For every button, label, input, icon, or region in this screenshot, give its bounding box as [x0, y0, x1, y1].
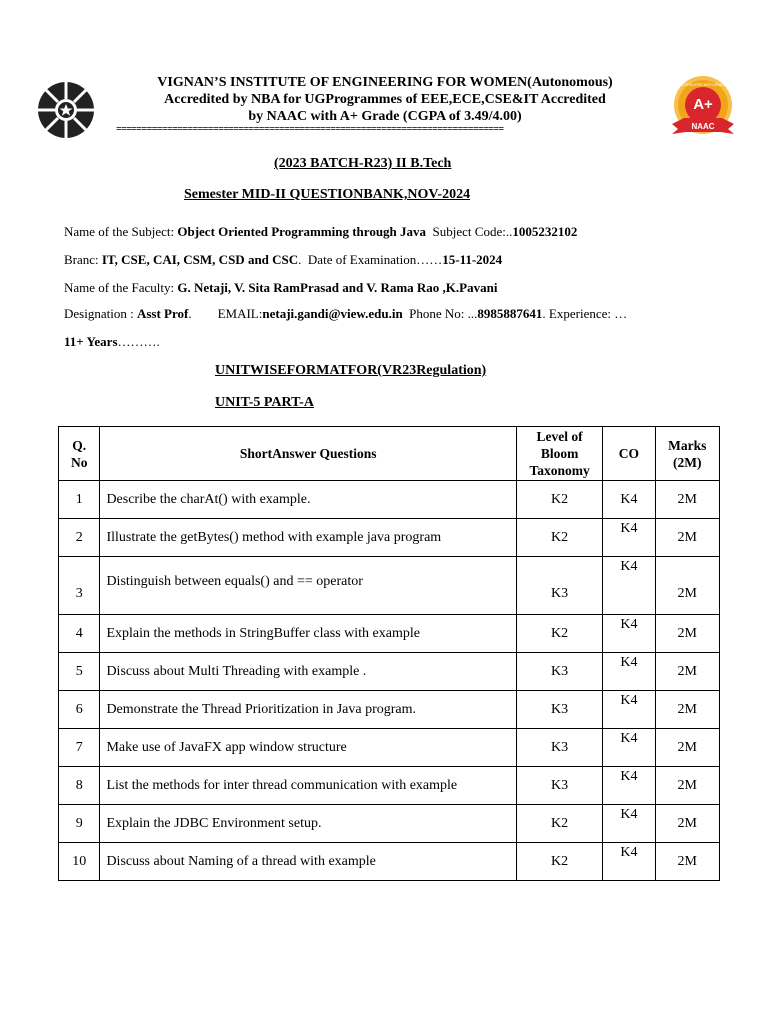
table-row: 2 Illustrate the getBytes() method with example java program K2 K4 2M: [59, 519, 720, 557]
table-row: 9 Explain the JDBC Environment setup. K2 K4 2M: [59, 805, 720, 843]
naac-a-plus-badge-icon: [664, 74, 742, 144]
table-row: 5 Discuss about Multi Threading with example . K3 K4 2M: [59, 653, 720, 691]
designation-line: Designation : Asst Prof. EMAIL:netaji.gandi@view.edu.in Phone No: ...8985887641. Experience: …: [64, 306, 628, 321]
table-row: 1 Describe the charAt() with example. K2 K4 2M: [59, 481, 720, 519]
qno-header: Q. No: [59, 427, 100, 481]
subject-code: 1005232102: [512, 224, 578, 239]
question-text: Distinguish between equals() and == operator: [100, 557, 516, 615]
faculty-line: Name of the Faculty: G. Netaji, V. Sita RamPrasad and V. Rama Rao ,K.Pavani: [64, 280, 498, 295]
badge-label: NAAC: [691, 122, 715, 131]
table-header-row: [59, 427, 720, 481]
accreditation-line: Accredited by NBA for UGProgrammes of EEE,ECE,CSE&IT Accredited: [164, 92, 606, 107]
exam-date: 15-11-2024: [442, 252, 503, 267]
table-row: 8 List the methods for inter thread communication with example K3 K4 2M: [59, 767, 720, 805]
naac-grade-line: by NAAC with A+ Grade (CGPA of 3.49/4.00): [248, 109, 522, 124]
question-text: Discuss about Multi Threading with example .: [100, 653, 516, 691]
question-text: Make use of JavaFX app window structure: [100, 729, 516, 767]
question-text: Illustrate the getBytes() method with example java program: [100, 519, 516, 557]
question-text: Demonstrate the Thread Prioritization in Java program.: [100, 691, 516, 729]
institute-header: [110, 74, 660, 125]
subject-name: Object Oriented Programming through Java: [177, 224, 427, 239]
branch-list: IT, CSE, CAI, CSM, CSD and CSC: [101, 252, 299, 267]
table-row: 7 Make use of JavaFX app window structure K3 K4 2M: [59, 729, 720, 767]
question-text: List the methods for inter thread communication with example: [100, 767, 516, 805]
question-text: Describe the charAt() with example.: [100, 481, 516, 519]
bloom-header: Level of Bloom Taxonomy: [516, 427, 602, 481]
table-row: 10 Discuss about Naming of a thread with example K2 K4 2M: [59, 843, 720, 881]
table-row: 4 Explain the methods in StringBuffer class with example K2 K4 2M: [59, 615, 720, 653]
phone: 8985887641: [477, 306, 543, 321]
semester-title: Semester MID-II QUESTIONBANK,NOV-2024: [184, 187, 471, 202]
marks-header: Marks (2M): [655, 427, 719, 481]
badge-ring-text: ACCREDITED WITH GRADE: [679, 83, 727, 87]
question-table: [58, 426, 720, 881]
badge-grade: A+: [693, 96, 713, 113]
table-row: 3 Distinguish between equals() and == operator K3 K4 2M: [59, 557, 720, 615]
branch-line: Branc: IT, CSE, CAI, CSM, CSD and CSC. Date of Examination……15-11-2024: [64, 252, 503, 267]
institute-name: VIGNAN’S INSTITUTE OF ENGINEERING FOR WOMEN(Autonomous): [157, 75, 613, 90]
college-emblem-icon: [36, 80, 96, 140]
batch-title: (2023 BATCH-R23) II B.Tech: [274, 156, 452, 171]
experience: 11+ Years: [64, 334, 118, 349]
table-row: 6 Demonstrate the Thread Prioritization in Java program. K3 K4 2M: [59, 691, 720, 729]
question-header: ShortAnswer Questions: [100, 427, 516, 481]
co-header: CO: [603, 427, 655, 481]
email: netaji.gandi@view.edu.in: [262, 306, 403, 321]
experience-line: 11+ Years……….: [64, 334, 160, 349]
header-divider: ============================================================================: [116, 124, 504, 135]
unit-heading: UNIT-5 PART-A: [215, 395, 314, 410]
question-text: Explain the methods in StringBuffer class with example: [100, 615, 516, 653]
designation: Asst Prof: [136, 306, 189, 321]
subject-line: Name of the Subject: Object Oriented Programming through Java Subject Code:..1005232102: [64, 224, 578, 239]
question-text: Discuss about Naming of a thread with example: [100, 843, 516, 881]
faculty-names: G. Netaji, V. Sita RamPrasad and V. Rama Rao ,K.Pavani: [177, 280, 498, 295]
question-text: Explain the JDBC Environment setup.: [100, 805, 516, 843]
format-heading: UNITWISEFORMATFOR(VR23Regulation): [215, 363, 487, 378]
